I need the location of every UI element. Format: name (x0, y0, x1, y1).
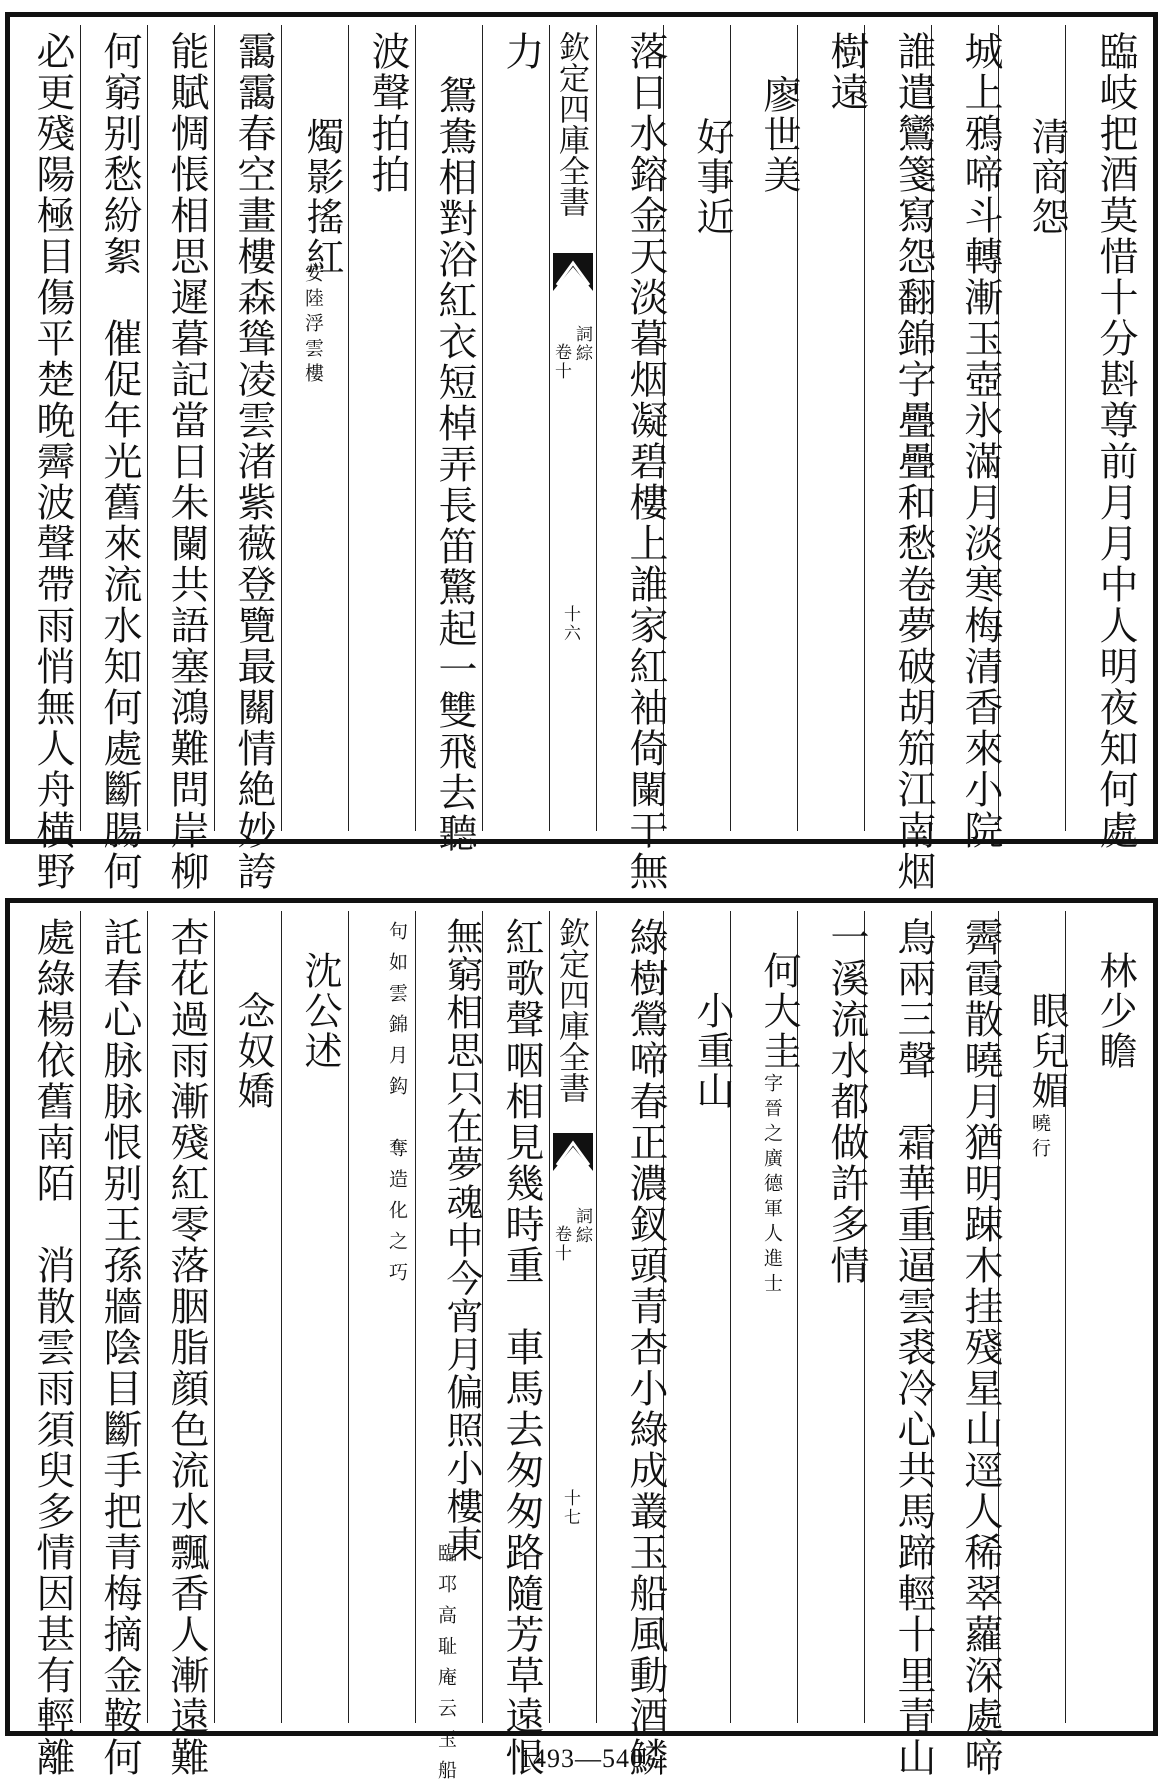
spine-book: 詞綜 (572, 325, 592, 363)
text-column: 一溪流水都做許多情 (824, 917, 869, 1286)
column-rule (864, 25, 865, 831)
text-column: 無窮相思只在夢魂中今宵月偏照小樓東 (440, 917, 483, 1563)
column-rule (482, 25, 483, 831)
tune-title: 清商怨 (1025, 117, 1069, 237)
column-rule (348, 911, 349, 1723)
text-column: 城上鴉啼斗轉漸玉壺氷滿月淡寒梅清香來小院 (958, 31, 1003, 851)
text-column: 臨岐把酒莫惜十分斟尊前月月中人明夜知何處 (1093, 31, 1138, 851)
column-rule (80, 25, 81, 831)
text-column: 誰遣鸞箋寫怨翻錦字疊疊和愁卷夢破胡笳江南烟 (891, 31, 936, 892)
spine-column (549, 25, 596, 831)
spine-title: 欽定四庫全書 (553, 917, 589, 1103)
column-rule (596, 25, 597, 831)
text-column: 何窮别愁紛絮 催促年光舊來流水知何處斷腸何 (97, 31, 142, 892)
spine-volume: 卷十 (551, 1225, 571, 1263)
column-rule (214, 911, 215, 1723)
tune-title: 眼兒媚 (1025, 991, 1069, 1111)
column-rule (147, 25, 148, 831)
author-name: 廖世美 (757, 75, 801, 195)
author-note: 字晉之廣德軍人進士 (761, 1073, 783, 1298)
text-column: 處綠楊依舊南陌 消散雲雨須臾多情因甚有輕離 (30, 917, 75, 1778)
spine-volume: 卷十 (551, 343, 571, 381)
column-rule (147, 911, 148, 1723)
text-column: 波聲拍拍 (365, 31, 410, 195)
top-page-columns (18, 25, 1145, 892)
text-column: 落日水鎔金天淡暮烟凝碧樓上誰家紅袖倚闌干無 (623, 31, 668, 892)
spine-column (549, 911, 596, 1723)
column-rule (348, 25, 349, 831)
column-rule (80, 911, 81, 1723)
tune-title: 小重山 (690, 991, 734, 1111)
column-rule (281, 25, 282, 831)
page-number: 1493—540 (519, 1744, 644, 1773)
commentary-note: 臨邛高耻庵云玉船 (435, 1543, 457, 1791)
column-rule (281, 911, 282, 1723)
title-note: 曉行 (1029, 1113, 1051, 1163)
author-name: 林少瞻 (1093, 951, 1137, 1071)
author-name: 何大圭 (757, 951, 801, 1071)
text-column: 綠樹鶯啼春正濃釵頭青杏小綠成叢玉船風動酒鱗 (623, 917, 668, 1778)
commentary-note: 句如雲錦月鈎 奪造化之巧 (386, 921, 408, 1293)
text-column: 鳥兩三聲 霜華重逼雲裘冷心共馬蹄輕十里青山 (891, 917, 936, 1778)
spine-folio: 十七 (560, 1489, 580, 1527)
text-column: 鴛鴦相對浴紅衣短棹弄長笛驚起一雙飛去聽 (432, 75, 477, 854)
text-column: 力 (499, 31, 544, 72)
text-column: 必更殘陽極目傷平楚晚霽波聲帶雨悄無人舟横野 (30, 31, 75, 892)
column-rule (596, 911, 597, 1723)
text-column: 靄靄春空畫樓森聳凌雲渚紫薇登覽最關情絶妙誇 (231, 31, 276, 892)
spine-book: 詞綜 (572, 1207, 592, 1245)
column-rule (214, 25, 215, 831)
spine-folio: 十六 (560, 605, 580, 643)
text-column: 能賦惆悵相思遲暮記當日朱闌共語塞鴻難問岸柳 (164, 31, 209, 892)
fishtail-mark-icon (553, 1133, 593, 1171)
author-name: 沈公述 (298, 951, 342, 1071)
text-column: 杏花過雨漸殘紅零落胭脂顔色流水飄香人漸遠難 (164, 917, 209, 1778)
spine-title: 欽定四庫全書 (553, 31, 589, 217)
tune-title: 燭影搖紅 (300, 117, 344, 277)
column-rule (415, 911, 416, 1723)
title-note: 安陸浮雲樓 (302, 263, 324, 388)
text-column: 託春心脉脉恨别王孫牆陰目斷手把青梅摘金鞍何 (97, 917, 142, 1778)
text-column: 紅歌聲咽相見幾時重 車馬去匆匆路隨芳草遠恨 (499, 917, 544, 1778)
tune-title: 好事近 (690, 117, 734, 237)
column-rule (415, 25, 416, 831)
fishtail-mark-icon (553, 253, 593, 291)
text-column: 霽霞散曉月猶明踈木挂殘星山逕人稀翠蘿深處啼 (958, 917, 1003, 1778)
text-column: 樹遠 (824, 31, 869, 113)
tune-title: 念奴嬌 (231, 991, 275, 1111)
top-page (5, 12, 1158, 892)
